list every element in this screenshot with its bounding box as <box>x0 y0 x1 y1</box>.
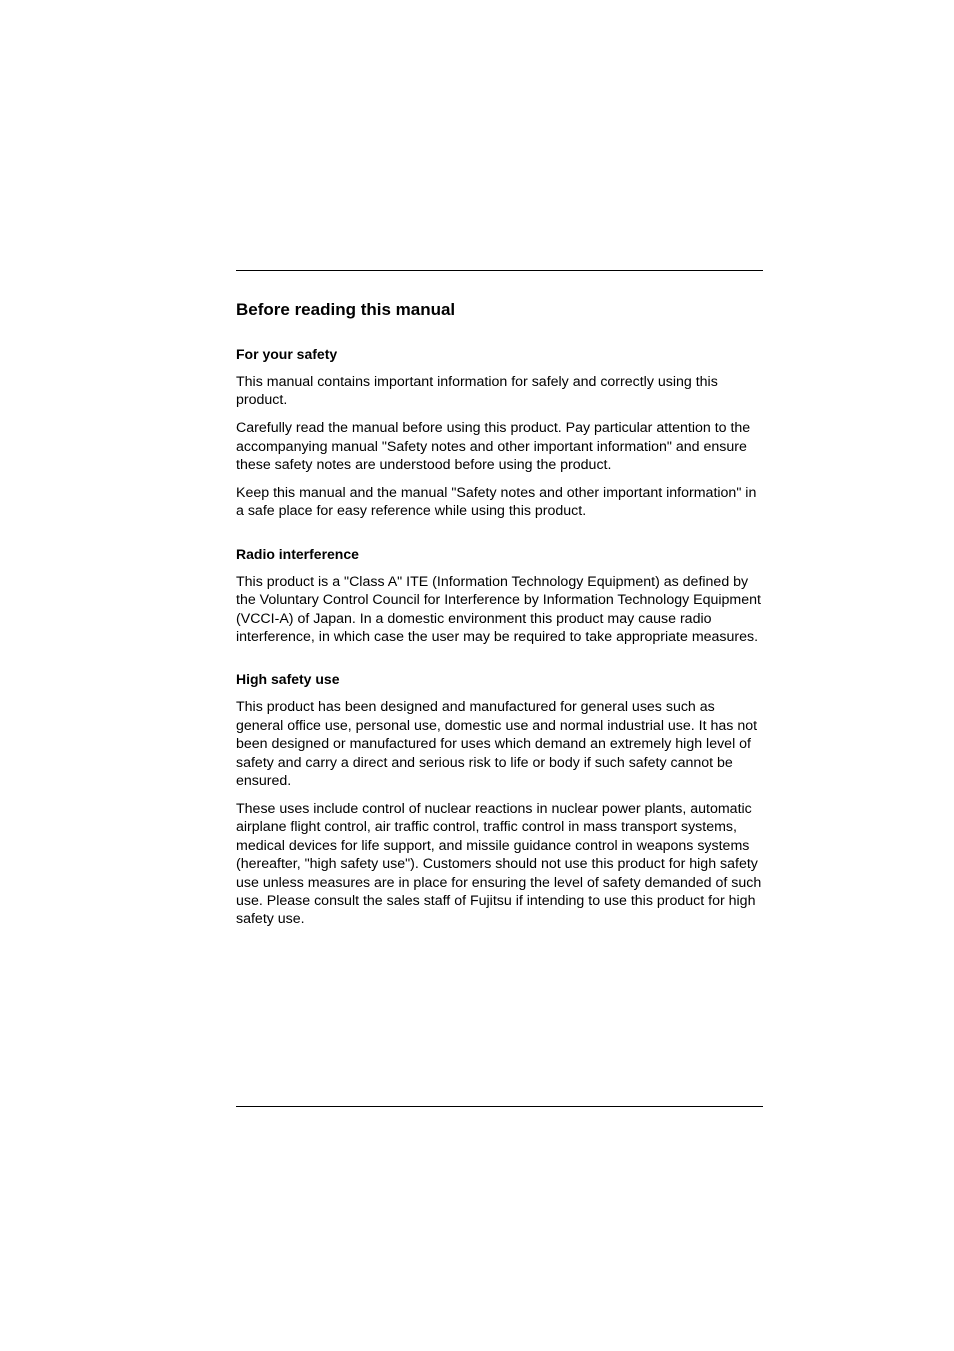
section-radio-interference <box>236 544 763 647</box>
page-title: Before reading this manual <box>236 300 456 319</box>
section-heading: Radio interference <box>236 545 359 562</box>
paragraph: Carefully read the manual before using this product. Pay particular attention to the accompanying manual "Safety notes and other important information" and ensure these safety notes are understood before using the product. <box>236 420 751 474</box>
section-high-safety-use <box>236 669 763 928</box>
section-heading: High safety use <box>236 671 340 688</box>
paragraph: These uses include control of nuclear reactions in nuclear power plants, automatic airplane flight control, air traffic control, traffic control in mass transport systems, medical devices for life support, and missile guidance control in weapons systems (hereafter, "high safety use"). Customers should not use this product for high safety use unless measures are in place for ensuring the level of safety demanded of such use. Please consult the sales staff of Fujitsu if intending to use this product for high safety use. <box>236 801 762 928</box>
paragraph: This product has been designed and manufactured for general uses such as general office use, personal use, domestic use and normal industrial use. It has not been designed or manufactured for uses which demand an extremely high level of safety and carry a direct and serious risk to life or body if such safety cannot be ensured. <box>236 699 758 790</box>
section-for-your-safety <box>236 344 763 521</box>
bottom-divider <box>236 1106 763 1107</box>
document-body <box>236 298 763 929</box>
paragraph: This product is a "Class A" ITE (Information Technology Equipment) as defined by the Voluntary Control Council for Interference by Information Technology Equipment (VCCI-A) of Japan. In a domestic environment this product may cause radio interference, in which case the user may be required to take appropriate measures. <box>236 573 761 646</box>
paragraph: Keep this manual and the manual "Safety notes and other important information" in a safe place for easy reference while using this product. <box>236 485 757 520</box>
top-divider <box>236 270 763 271</box>
paragraph: This manual contains important information for safely and correctly using this product. <box>236 374 718 409</box>
section-heading: For your safety <box>236 346 338 362</box>
